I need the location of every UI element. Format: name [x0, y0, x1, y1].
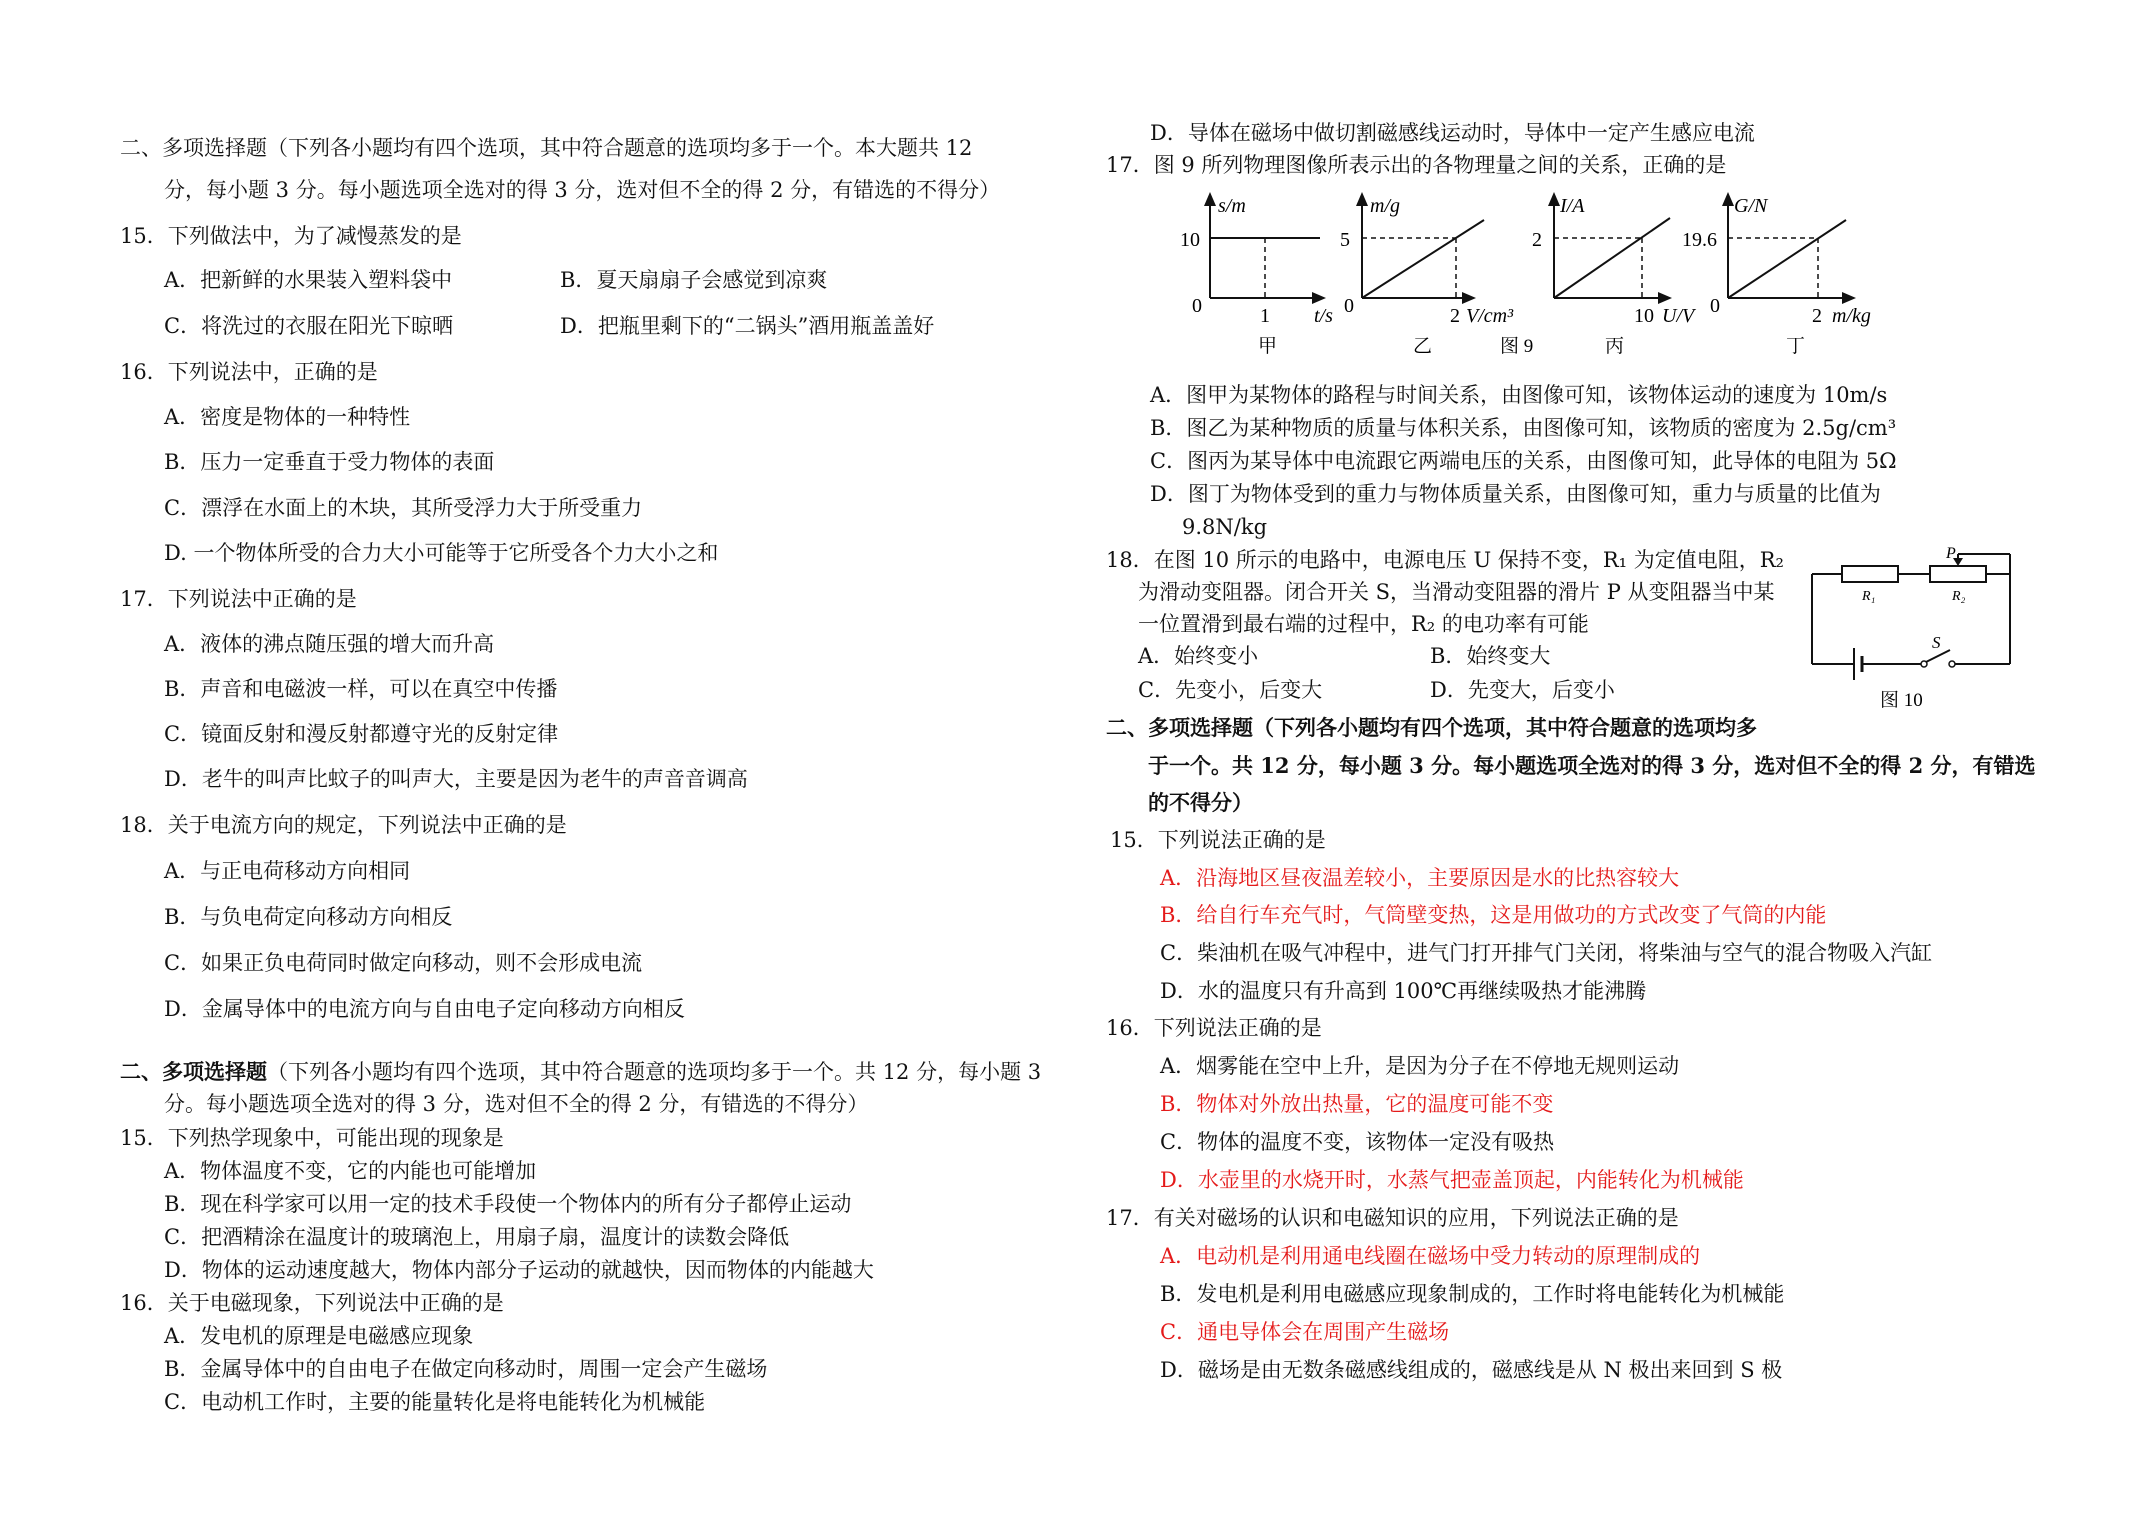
q17-option-c: C．镜面反射和漫反射都遵守光的反射定律 [164, 722, 559, 746]
s3-q15-option-d: D．水的温度只有升高到 100℃再继续吸热才能沸腾 [1160, 979, 1647, 1003]
q16-option-a: A．密度是物体的一种特性 [164, 405, 411, 429]
graph-jia-ytick: 10 [1180, 229, 1200, 251]
q15-option-a: A．把新鲜的水果装入塑料袋中 [164, 268, 453, 292]
s3-q16-option-b: B．物体对外放出热量，它的温度可能不变 [1160, 1092, 1554, 1116]
graph-jia-xlabel: t/s [1314, 305, 1333, 327]
s2-q16-option-c: C．电动机工作时，主要的能量转化是将电能转化为机械能 [164, 1390, 706, 1414]
question-15-stem: 15．下列做法中，为了减慢蒸发的是 [120, 224, 462, 248]
graph-ding-ytick: 19.6 [1682, 229, 1717, 251]
question-17-stem: 17．下列说法中正确的是 [120, 587, 357, 611]
q15-option-c: C．将洗过的衣服在阳光下晾晒 [164, 314, 454, 338]
label-r2: R₂ [1952, 589, 1966, 604]
q17-option-a: A．液体的沸点随压强的增大而升高 [164, 632, 495, 656]
q16-option-b: B．压力一定垂直于受力物体的表面 [164, 450, 495, 474]
s2-question-15-stem: 15．下列热学现象中，可能出现的现象是 [120, 1126, 504, 1150]
r-question-17-stem: 17．图 9 所列物理图像所表示出的各物理量之间的关系，正确的是 [1106, 153, 1727, 177]
r-q18-option-c: C．先变小，后变大 [1138, 678, 1323, 702]
rheostat-r2 [1930, 566, 1986, 582]
q16-option-d-continued: D．导体在磁场中做切割磁感线运动时，导体中一定产生感应电流 [1150, 121, 1755, 145]
question-18-stem: 18．关于电流方向的规定，下列说法中正确的是 [120, 813, 567, 837]
s3-q17-option-d: D．磁场是由无数条磁感线组成的，磁感线是从 N 极出来回到 S 极 [1160, 1358, 1783, 1382]
section2-header-line1: 二、多项选择题（下列各小题均有四个选项，其中符合题意的选项均多于一个。共 12 分，每小题 3 [120, 1059, 1042, 1084]
s3-q17-option-a: A．电动机是利用通电线圈在磁场中受力转动的原理制成的 [1160, 1244, 1701, 1268]
graph-bing [1532, 195, 1697, 357]
graph-jia [1180, 195, 1333, 357]
graph-ding [1682, 195, 1871, 357]
r-q18-option-d: D．先变大，后变小 [1430, 678, 1615, 702]
s3-question-15-stem: 15．下列说法正确的是 [1110, 828, 1326, 852]
s2-q16-option-b: B．金属导体中的自由电子在做定向移动时，周围一定会产生磁场 [164, 1357, 768, 1381]
r-q17-option-a: A．图甲为某物体的路程与时间关系，由图像可知，该物体运动的速度为 10m/s [1150, 383, 1888, 407]
graph-yi-xtick: 2 [1450, 305, 1460, 327]
question-16-stem: 16．下列说法中，正确的是 [120, 360, 378, 384]
s2-q15-option-c: C．把酒精涂在温度计的玻璃泡上，用扇子扇，温度计的读数会降低 [164, 1225, 790, 1249]
graph-ding-ylabel: G/N [1734, 195, 1768, 217]
q18-option-b: B．与负电荷定向移动方向相反 [164, 905, 453, 929]
r-question-18-line2: 为滑动变阻器。闭合开关 S，当滑动变阻器的滑片 P 从变阻器当中某 [1138, 580, 1775, 604]
label-r1: R₁ [1862, 589, 1876, 604]
graph-yi-ytick: 5 [1340, 229, 1350, 251]
section3-header-line3: 的不得分） [1148, 790, 1253, 815]
label-s: S [1932, 633, 1941, 652]
s3-q16-option-c: C．物体的温度不变，该物体一定没有吸热 [1160, 1130, 1555, 1154]
figure-10-caption: 图 10 [1880, 690, 1923, 711]
graph-yi [1340, 195, 1514, 357]
q15-option-b: B．夏天扇扇子会感觉到凉爽 [560, 268, 828, 292]
figure-9-caption: 图 9 [1500, 336, 1534, 357]
section1-header-line1: 二、多项选择题（下列各小题均有四个选项，其中符合题意的选项均多于一个。本大题共 12 [120, 136, 973, 160]
graph-yi-name: 乙 [1413, 336, 1433, 357]
graph-ding-xlabel: m/kg [1832, 305, 1871, 327]
label-p: P [1946, 545, 1956, 562]
r-question-18-line3: 一位置滑到最右端的过程中，R₂ 的电功率有可能 [1138, 612, 1589, 636]
section3-header-line1: 二、多项选择题（下列各小题均有四个选项，其中符合题意的选项均多 [1106, 715, 1757, 740]
r-q17-option-c: C．图丙为某导体中电流跟它两端电压的关系，由图像可知，此导体的电阻为 5Ω [1150, 449, 1897, 473]
r-question-18-line1: 18．在图 10 所示的电路中，电源电压 U 保持不变，R₁ 为定值电阻，R₂ [1106, 548, 1784, 572]
s3-q15-option-a: A．沿海地区昼夜温差较小，主要原因是水的比热容较大 [1160, 866, 1680, 890]
graph-bing-name: 丙 [1605, 336, 1625, 357]
graph-ding-xtick: 2 [1812, 305, 1822, 327]
s3-question-17-stem: 17．有关对磁场的认识和电磁知识的应用，下列说法正确的是 [1106, 1206, 1679, 1230]
graph-bing-xlabel: U/V [1662, 305, 1695, 327]
r-q18-option-a: A．始终变小 [1138, 644, 1259, 668]
graph-yi-ylabel: m/g [1370, 195, 1400, 217]
q16-option-d: D. 一个物体所受的合力大小可能等于它所受各个力大小之和 [164, 541, 719, 565]
s3-q15-option-c: C．柴油机在吸气冲程中，进气门打开排气门关闭，将柴油与空气的混合物吸入汽缸 [1160, 941, 1933, 965]
q18-option-d: D．金属导体中的电流方向与自由电子定向移动方向相反 [164, 997, 685, 1021]
graph-bing-ylabel: I/A [1560, 195, 1585, 217]
graph-ding-name: 丁 [1786, 336, 1806, 357]
s2-q15-option-d: D．物体的运动速度越大，物体内部分子运动的就越快，因而物体的内能越大 [164, 1258, 874, 1282]
s2-question-16-stem: 16．关于电磁现象，下列说法中正确的是 [120, 1291, 504, 1315]
r-q17-option-d-continued: 9.8N/kg [1182, 515, 1268, 539]
section3-header-line2: 于一个。共 12 分，每小题 3 分。每小题选项全选对的得 3 分，选对但不全的得 2 分，有错选 [1148, 753, 2036, 778]
r-q18-option-b: B．始终变大 [1430, 644, 1551, 668]
s3-question-16-stem: 16．下列说法正确的是 [1106, 1016, 1322, 1040]
graph-jia-xtick: 1 [1260, 305, 1270, 327]
s2-q16-option-a: A．发电机的原理是电磁感应现象 [164, 1324, 474, 1348]
q17-option-b: B．声音和电磁波一样，可以在真空中传播 [164, 677, 558, 701]
s2-q15-option-a: A．物体温度不变，它的内能也可能增加 [164, 1159, 537, 1183]
figure-9-graphs [1180, 190, 2150, 370]
r-q17-option-d: D．图丁为物体受到的重力与物体质量关系，由图像可知，重力与质量的比值为 [1150, 482, 1881, 506]
q17-option-d: D．老牛的叫声比蚊子的叫声大，主要是因为老牛的声音音调高 [164, 767, 748, 791]
r-q17-option-b: B．图乙为某种物质的质量与体积关系，由图像可知，该物质的密度为 2.5g/cm³ [1150, 416, 1897, 440]
graph-jia-ylabel: s/m [1218, 195, 1246, 217]
graph-bing-xtick: 10 [1634, 305, 1654, 327]
s2-q15-option-b: B．现在科学家可以用一定的技术手段使一个物体内的所有分子都停止运动 [164, 1192, 852, 1216]
section2-header-line2: 分。每小题选项全选对的得 3 分，选对但不全的得 2 分，有错选的不得分） [164, 1092, 869, 1116]
s3-q16-option-d: D．水壶里的水烧开时，水蒸气把壶盖顶起，内能转化为机械能 [1160, 1168, 1744, 1192]
graph-yi-origin: 0 [1344, 295, 1354, 317]
q15-option-d: D．把瓶里剩下的“二锅头”酒用瓶盖盖好 [560, 314, 935, 338]
s3-q16-option-a: A．烟雾能在空中上升，是因为分子在不停地无规则运动 [1160, 1054, 1680, 1078]
graph-ding-origin: 0 [1710, 295, 1720, 317]
figure-10-circuit [1800, 544, 2020, 714]
graph-jia-origin: 0 [1192, 295, 1202, 317]
graph-yi-xlabel: V/cm³ [1466, 305, 1514, 327]
graph-bing-ytick: 2 [1532, 229, 1542, 251]
resistor-r1 [1842, 566, 1898, 582]
q18-option-a: A．与正电荷移动方向相同 [164, 859, 411, 883]
q18-option-c: C．如果正负电荷同时做定向移动，则不会形成电流 [164, 951, 643, 975]
s3-q15-option-b: B．给自行车充气时，气筒壁变热，这是用做功的方式改变了气筒的内能 [1160, 903, 1827, 927]
q16-option-c: C．漂浮在水面上的木块，其所受浮力大于所受重力 [164, 496, 643, 520]
s3-q17-option-c: C．通电导体会在周围产生磁场 [1160, 1320, 1450, 1344]
section1-header-line2: 分，每小题 3 分。每小题选项全选对的得 3 分，选对但不全的得 2 分，有错选的不得分） [164, 178, 1001, 202]
graph-jia-name: 甲 [1258, 336, 1278, 357]
s3-q17-option-b: B．发电机是利用电磁感应现象制成的，工作时将电能转化为机械能 [1160, 1282, 1785, 1306]
